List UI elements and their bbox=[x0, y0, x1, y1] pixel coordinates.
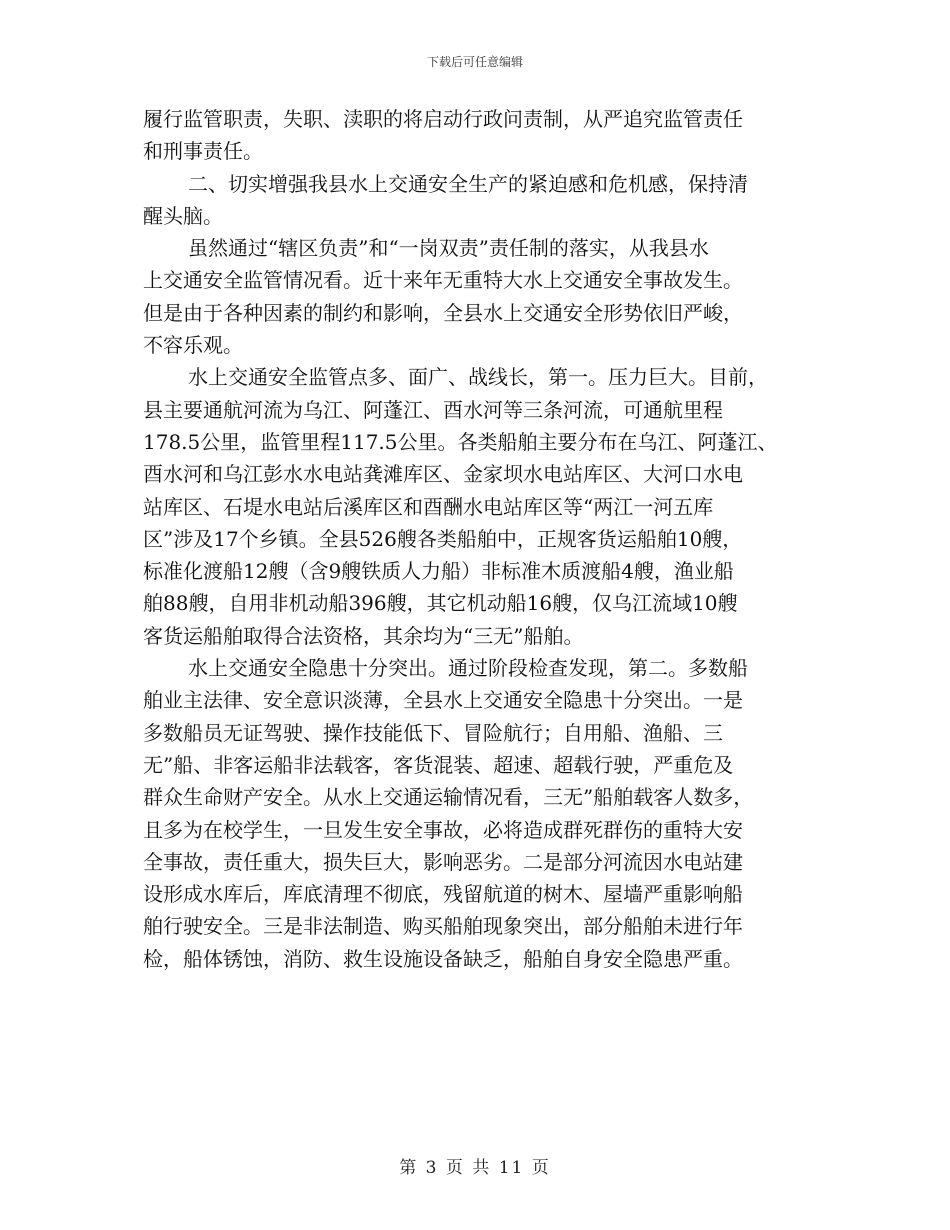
text-line: 酉水河和乌江彭水水电站龚滩库区、金家坝水电站库区、大河口水电 bbox=[143, 462, 743, 487]
text-line: 站库区、石堤水电站后溪库区和酉酬水电站库区等“两江一河五库 bbox=[143, 494, 714, 519]
text-line: 无”船、非客运船非法载客，客货混装、超速、超载行驶，严重危及 bbox=[143, 752, 734, 777]
paragraph bbox=[143, 232, 808, 361]
text-line: 检，船体锈蚀，消防、救生设施设备缺乏，船舶自身安全隐患严重。 bbox=[143, 946, 743, 971]
text-line: 设形成水库后，库底清理不彻底，残留航道的树木、屋墙严重影响船 bbox=[143, 882, 743, 907]
text-line: 水上交通安全隐患十分突出。通过阶段检查发现，第二。多数船 bbox=[188, 656, 748, 681]
text-line: 群众生命财产安全。从水上交通运输情况看，三无”船舶载客人数多， bbox=[143, 785, 754, 810]
section-heading bbox=[143, 168, 808, 233]
text-line: 标准化渡船12艘（含9艘铁质人力船）非标准木质渡船4艘，渔业船 bbox=[143, 559, 734, 584]
text-line: 上交通安全监管情况看。近十来年无重特大水上交通安全事故发生。 bbox=[143, 268, 743, 293]
page-footer: 第 3 页 共 11 页 bbox=[399, 1158, 551, 1178]
text-line: 不容乐观。 bbox=[143, 333, 243, 358]
text-line: 全事故，责任重大，损失巨大，影响恶劣。二是部分河流因水电站建 bbox=[143, 849, 743, 874]
text-line: 178.5公里，监管里程117.5公里。各类船舶主要分布在乌江、阿蓬江、 bbox=[143, 429, 778, 454]
text-line: 舶行驶安全。三是非法制造、购买船舶现象突出，部分船舶未进行年 bbox=[143, 914, 743, 939]
page-header: 下载后可任意编辑 bbox=[426, 55, 523, 69]
text-line: 和刑事责任。 bbox=[143, 139, 263, 164]
text-line: 客货运船舶取得合法资格，其余均为“三无”船舶。 bbox=[143, 623, 584, 648]
paragraph bbox=[143, 103, 808, 168]
text-line: 县主要通航河流为乌江、阿蓬江、酉水河等三条河流，可通航里程 bbox=[143, 397, 723, 422]
text-line: 多数船员无证驾驶、操作技能低下、冒险航行；自用船、渔船、三 bbox=[143, 720, 723, 745]
paragraph bbox=[143, 652, 808, 975]
paragraph bbox=[143, 361, 808, 652]
text-line: 舶业主法律、安全意识淡薄，全县水上交通安全隐患十分突出。一是 bbox=[143, 688, 743, 713]
text-line: 履行监管职责，失职、渎职的将启动行政问责制，从严追究监管责任 bbox=[143, 107, 743, 131]
text-line: 区”涉及17个乡镇。全县526艘各类船舶中，正规客货运船舶10艘， bbox=[143, 526, 743, 551]
text-line: 且多为在校学生，一旦发生安全事故，必将造成群死群伤的重特大安 bbox=[143, 817, 743, 842]
text-line: 虽然通过“辖区负责”和“一岗双责”责任制的落实，从我县水 bbox=[188, 236, 709, 261]
text-line: 舶88艘，自用非机动船396艘，其它机动船16艘，仅乌江流域10艘 bbox=[143, 591, 738, 616]
document-body bbox=[143, 103, 808, 975]
text-line: 二、切实增强我县水上交通安全生产的紧迫感和危机感，保持清 bbox=[188, 171, 748, 196]
text-line: 但是由于各种因素的制约和影响，全县水上交通安全形势依旧严峻， bbox=[143, 300, 743, 325]
text-line: 水上交通安全监管点多、面广、战线长，第一。压力巨大。目前， bbox=[188, 365, 768, 390]
text-line: 醒头脑。 bbox=[143, 203, 223, 228]
